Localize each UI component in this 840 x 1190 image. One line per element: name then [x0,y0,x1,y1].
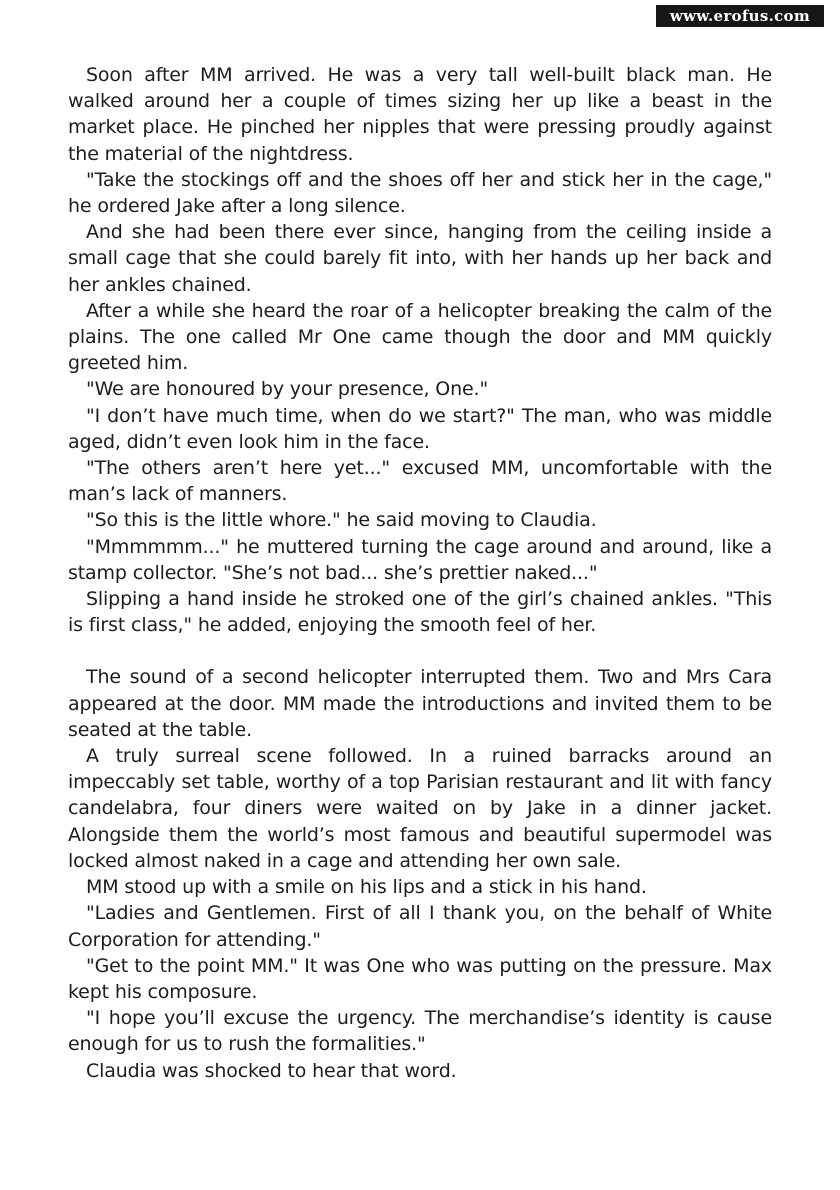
paragraph: "Get to the point MM." It was One who was putting on the pressure. Max kept his composure. [68,954,772,1003]
paragraph: After a while she heard the roar of a helicopter breaking the calm of the plains. The one called Mr One came though the door and MM quickly greeted him. [68,299,772,375]
paragraph: "The others aren’t here yet..." excused MM, uncomfortable with the man’s lack of manners. [68,457,772,506]
watermark-banner: www.erofus.com [656,5,824,27]
paragraph: "Mmmmmm..." he muttered turning the cage around and around, like a stamp collector. "She’s not bad... she’s prettier naked..." [68,535,772,584]
page-text [68,62,772,1084]
paragraph: "Take the stockings off and the shoes off her and stick her in the cage," he ordered Jake after a long silence. [68,168,772,218]
paragraph: "We are honoured by your presence, One." [86,378,489,401]
paragraph: "I don’t have much time, when do we start?" The man, who was middle aged, didn’t even look him in the face. [68,404,772,453]
paragraph: "Ladies and Gentlemen. First of all I thank you, on the behalf of White Corporation for attending." [68,902,772,951]
paragraph: "I hope you’ll excuse the urgency. The merchandise’s identity is cause enough for us to rush the formalities." [68,1007,772,1056]
paragraph: MM stood up with a smile on his lips and a stick in his hand. [86,876,647,899]
paragraph: Soon after MM arrived. He was a very tall well-built black man. He walked around her a couple of times sizing her up like a beast in the market place. He pinched her nipples that were pressing proudly against the material of the nightdress. [68,64,772,165]
paragraph: The sound of a second helicopter interrupted them. Two and Mrs Cara appeared at the door. MM made the introductions and invited them to be seated at the table. [68,666,772,741]
paragraph: And she had been there ever since, hanging from the ceiling inside a small cage that she could barely fit into, with her hands up her back and her ankles chained. [68,221,772,296]
paragraph: A truly surreal scene followed. In a ruined barracks around an impeccably set table, worthy of a top Parisian restaurant and lit with fancy candelabra, four diners were waited on by Jake in a dinner jacket. Alongside them the world’s most famous and beautiful supermodel was locked almost naked in a cage and attending her own sale. [68,745,772,872]
paragraph: Slipping a hand inside he stroked one of the girl’s chained ankles. "This is first class," he added, enjoying the smooth feel of her. [68,588,772,637]
paragraph: Claudia was shocked to hear that word. [86,1059,457,1082]
paragraph: "So this is the little whore." he said moving to Claudia. [86,509,597,532]
